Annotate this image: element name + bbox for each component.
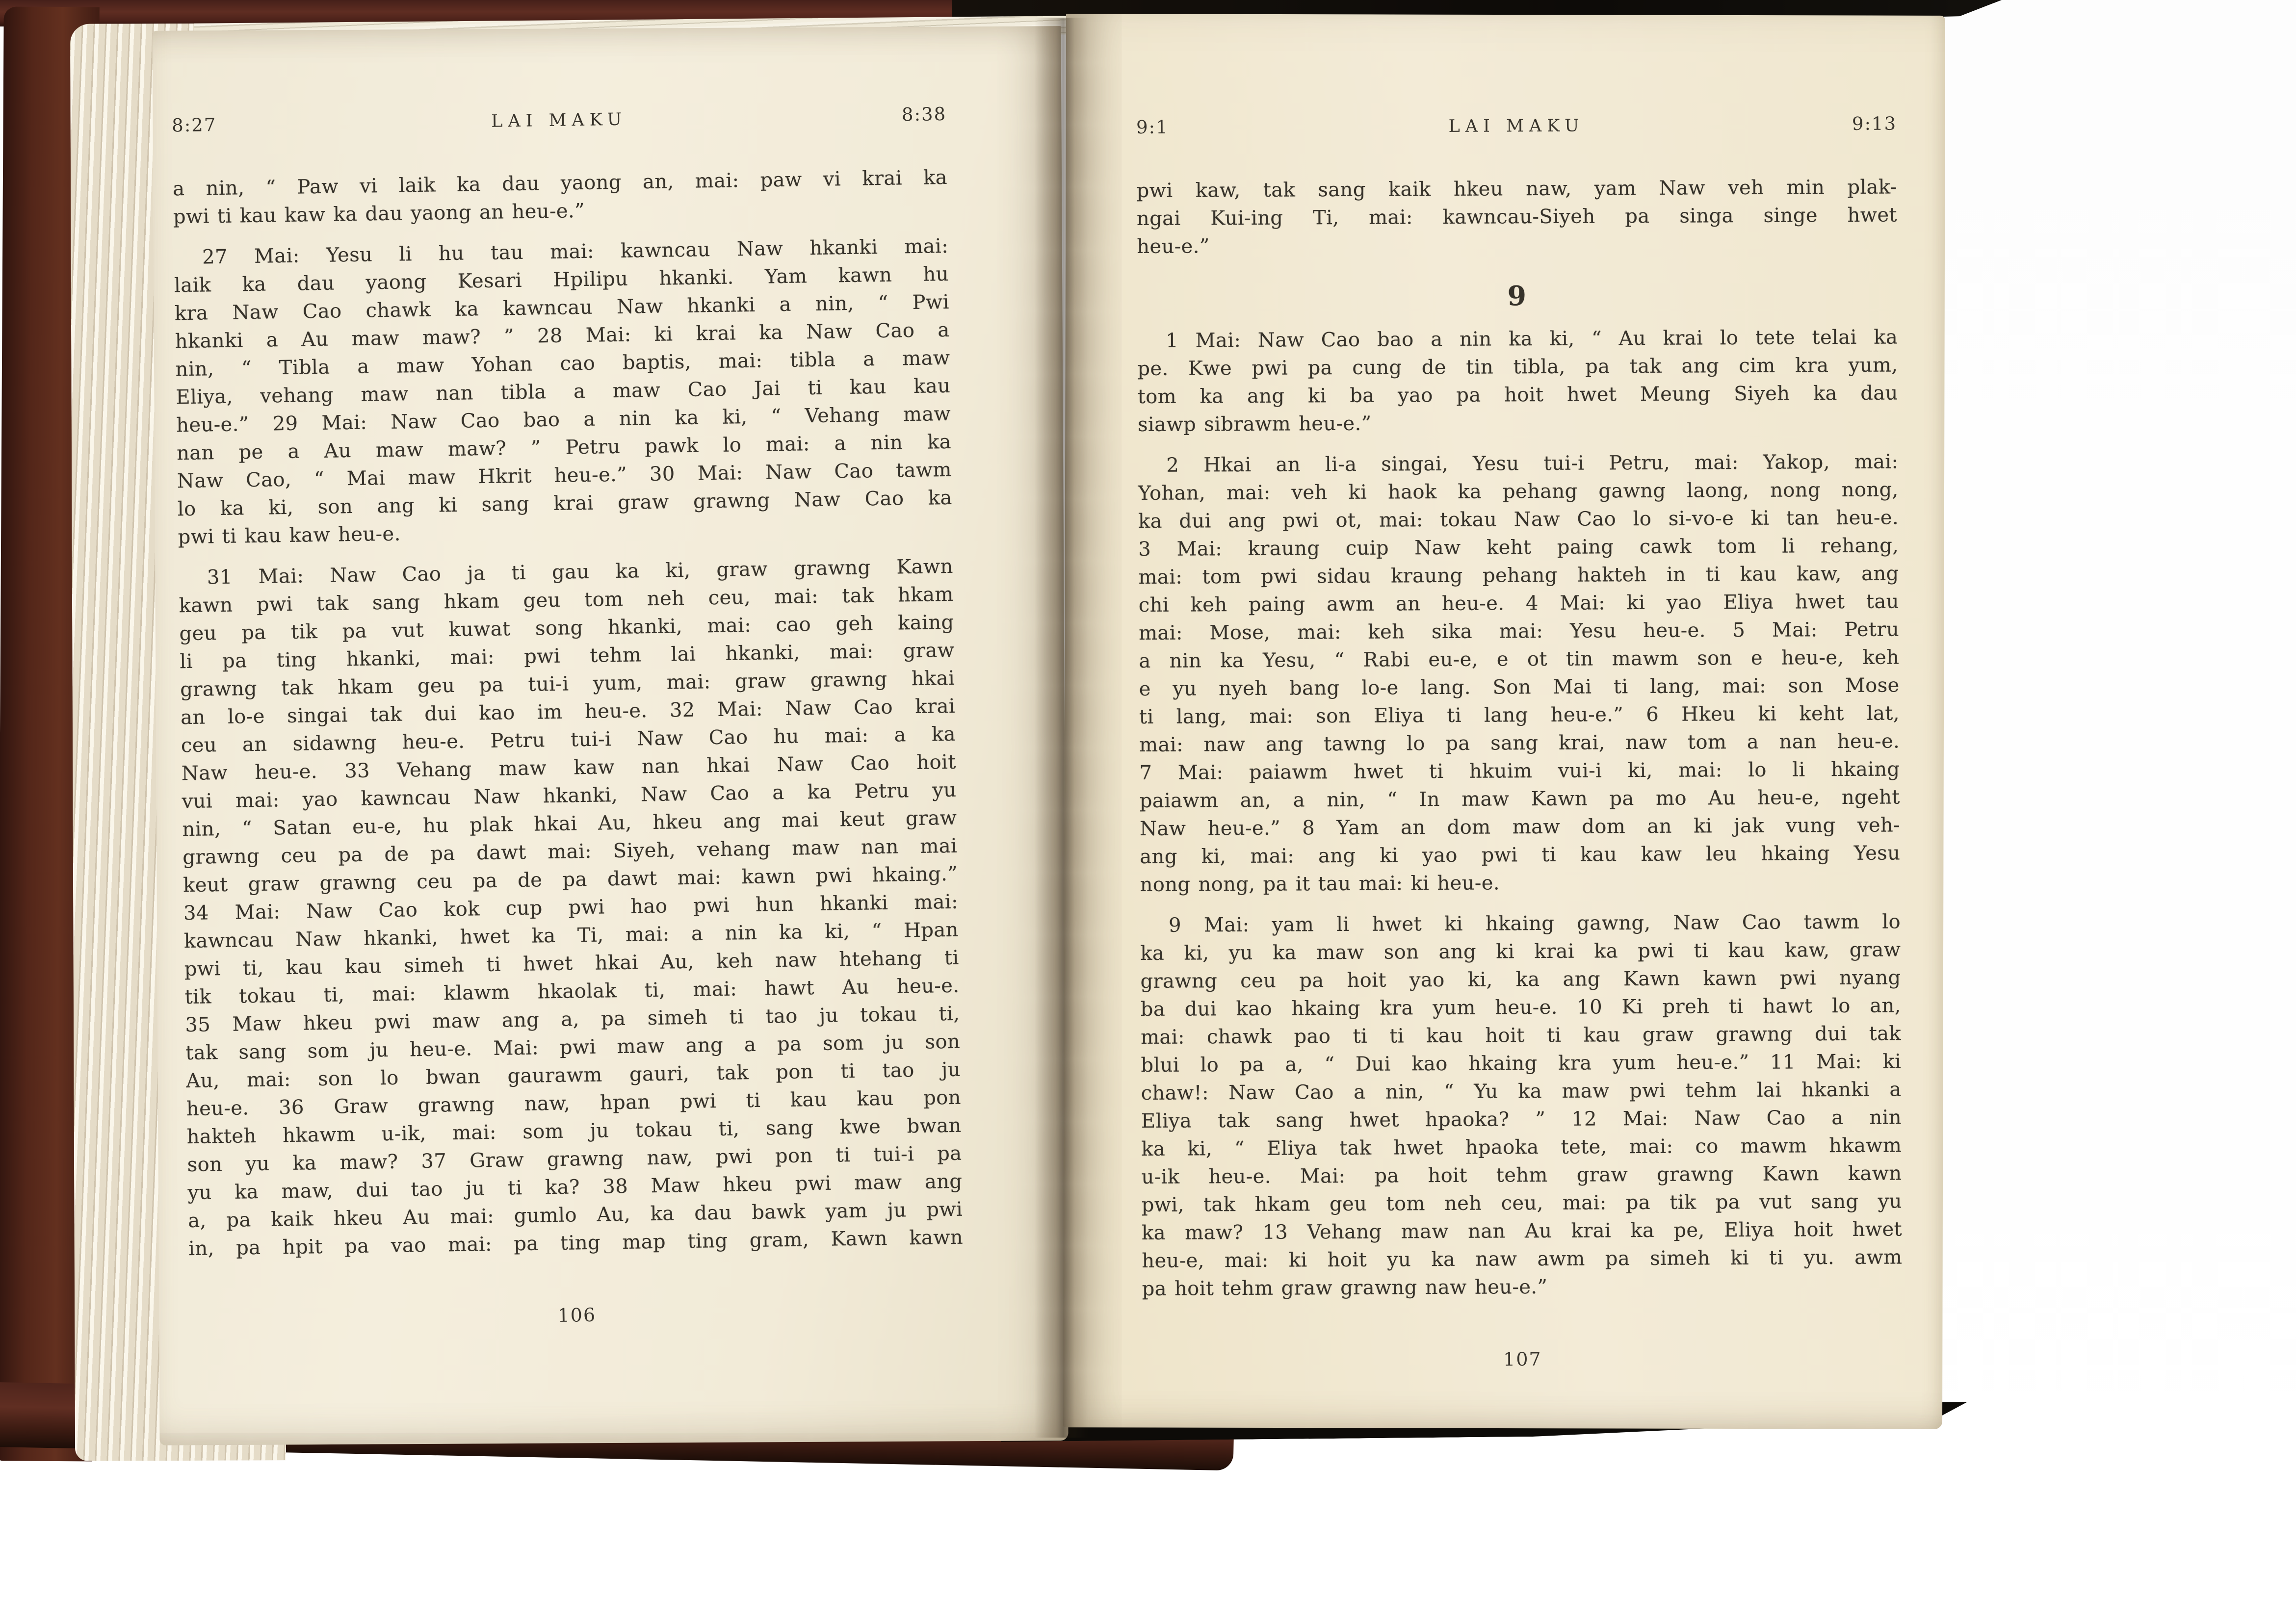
text-line: 27 Mai: Yesu li hu tau mai: kawncau Naw hkanki mai: [202, 234, 949, 269]
text-line: hkanki a Au maw maw? ” 28 Mai: ki krai ka Naw Cao a [175, 318, 950, 353]
text-line: ang ki, mai: ang ki yao pwi ti kau kaw leu hkaing Yesu [1140, 842, 1901, 869]
left-page [152, 26, 1068, 1445]
text-line: nong nong, pa it tau mai: ki heu-e. [1140, 872, 1500, 897]
verse-ref-left: 9:1 [1136, 116, 1169, 138]
text-line: mai: tom pwi sidau kraung pehang hakteh in ti kau kaw, ang [1138, 562, 1899, 589]
text-line: pa hoit tehm graw grawng naw heu-e.” [1142, 1275, 1548, 1301]
text-line: Eliya, vehang maw nan tibla a maw Cao Jai ti kau kau [176, 374, 951, 409]
text-line: nan pe a Au maw maw? ” Petru pawk lo mai: a nin ka [176, 430, 952, 465]
text-line: ba dui kao hkaing kra yum heu-e. 10 Ki preh ti hawt lo an, [1140, 994, 1901, 1021]
text-line: paiawm an, a nin, “ In maw Kawn pa mo Au heu-e, ngeht [1139, 786, 1900, 813]
text-line: u-ik heu-e. Mai: pa hoit tehm graw grawng Kawn kawn [1141, 1162, 1902, 1189]
text-line: geu pa tik pa vut kuwat song hkanki, mai: cao geh kaing [179, 611, 954, 645]
text-line: lo ka ki, son ang ki sang krai graw grawng Naw Cao ka [177, 486, 952, 521]
verse-ref-left: 8:27 [171, 114, 217, 136]
text-line: son yu ka maw? 37 Graw grawng naw, pwi pon ti tui-i pa [187, 1142, 962, 1177]
text-line: a nin ka Yesu, “ Rabi eu-e, e ot tin mawm son e heu-e, keh [1139, 646, 1900, 673]
verse-ref-right: 9:13 [1852, 113, 1897, 134]
text-line: kawncau Naw hkanki, hwet ka Ti, mai: a nin ka ki, “ Hpan [183, 918, 959, 953]
text-line: yu ka maw, dui tao ju ti ka? 38 Maw hkeu pwi maw ang [187, 1170, 963, 1205]
text-line: 2 Hkai an li-a singai, Yesu tui-i Petru, mai: Yakop, mai: [1166, 450, 1899, 477]
text-line: e yu nyeh bang lo-e lang. Son Mai ti lang, mai: son Mose [1139, 674, 1900, 701]
text-line: pwi, tak hkam geu tom neh ceu, mai: pa tik pa vut sang yu [1141, 1190, 1902, 1217]
text-line: Naw heu-e.” 8 Yam an dom maw dom an ki jak vung veh- [1139, 814, 1901, 841]
text-line: ka dui ang pwi ot, mai: tokau Naw Cao lo si-vo-e ki tan heu-e. [1138, 506, 1899, 533]
text-line: chi keh paing awm an heu-e. 4 Mai: ki yao Eliya hwet tau [1138, 590, 1899, 617]
right-page [1063, 14, 1945, 1429]
text-line: tik tokau ti, mai: klawm hkaolak ti, mai: hawt Au heu-e. [184, 974, 960, 1009]
text-line: a, pa kaik hkeu Au mai: gumlo Au, ka dau bawk yam ju pwi [188, 1198, 963, 1233]
text-line: pe. Kwe pwi pa cung de tin tibla, pa tak ang cim kra yum, [1137, 354, 1898, 381]
text-line: kra Naw Cao chawk ka kawncau Naw hkanki a nin, “ Pwi [174, 290, 950, 325]
text-line: heu-e. 36 Graw grawng naw, hpan pwi ti kau kau pon [186, 1086, 962, 1121]
text-line: tom ka ang ki ba yao pa hoit hwet Meung Siyeh ka dau [1137, 382, 1898, 409]
text-line: nin, “ Satan eu-e, hu plak hkai Au, hkeu ang mai keut graw [182, 806, 957, 841]
text-line: 35 Maw hkeu pwi maw ang a, pa simeh ti tao ju tokau ti, [185, 1002, 960, 1037]
text-line: ngai Kui-ing Ti, mai: kawncau-Siyeh pa singa singe hwet [1136, 204, 1898, 231]
text-line: Naw heu-e. 33 Vehang maw kaw nan hkai Naw Cao hoit [181, 750, 956, 785]
text-line: kawn pwi tak sang hkam geu tom neh ceu, mai: tak hkam [179, 583, 954, 618]
paragraph [173, 164, 948, 231]
text-line: 7 Mai: paiawm hwet ti hkuim vui-i ki, mai: lo li hkaing [1139, 758, 1900, 785]
text-line: 34 Mai: Naw Cao kok cup pwi hao pwi hun hkanki mai: [183, 890, 959, 925]
text-line: chaw!: Naw Cao a nin, “ Yu ka maw pwi tehm lai hkanki a [1141, 1078, 1902, 1105]
paragraph [1137, 323, 1898, 439]
paragraph [178, 553, 963, 1263]
running-title: LAI MAKU [491, 109, 627, 131]
paragraph [1140, 908, 1903, 1303]
text-line: vui mai: yao kawncau Naw hkanki, Naw Cao a ka Petru yu [182, 778, 957, 813]
text-line: blui lo pa a, “ Dui kao hkaing kra yum heu-e.” 11 Mai: ki [1141, 1050, 1902, 1077]
text-line: ka ki, yu ka maw son ang ki krai ka pwi ti kau kaw, graw [1140, 938, 1901, 965]
text-line: Naw Cao, “ Mai maw Hkrit heu-e.” 30 Mai: Naw Cao tawm [177, 458, 952, 493]
right-page-body [1137, 173, 1903, 1303]
left-page-header [172, 103, 946, 136]
text-line: li pa ting hkanki, mai: pwi tehm lai hkanki, mai: graw [180, 639, 955, 673]
text-line: siawp sibrawm heu-e.” [1137, 412, 1372, 437]
page-number-right: 107 [1503, 1348, 1542, 1370]
left-page-body [173, 164, 964, 1263]
text-line: 31 Mai: Naw Cao ja ti gau ka ki, graw grawng Kawn [207, 555, 954, 589]
text-line: an lo-e singai tak dui kao im heu-e. 32 Mai: Naw Cao krai [180, 695, 956, 729]
right-page-content [1062, 12, 1948, 1430]
text-line: grawng ceu pa de pa dawt mai: Siyeh, vehang maw nan mai [183, 834, 958, 869]
text-line: mai: Mose, mai: keh sika mai: Yesu heu-e. 5 Mai: Petru [1139, 618, 1900, 645]
right-page-header [1136, 113, 1897, 138]
text-line: heu-e.” [1137, 235, 1210, 258]
verse-ref-right: 8:38 [901, 103, 947, 126]
text-line: ka maw? 13 Vehang maw nan Au krai ka pe, Eliya hoit hwet [1141, 1218, 1903, 1245]
text-line: pwi ti kau kaw heu-e. [178, 522, 401, 549]
text-line: Au, mai: son lo bwan gaurawm gauri, tak pon ti tao ju [185, 1058, 961, 1093]
text-line: mai: naw ang tawng lo pa sang krai, naw tom a nan heu-e. [1139, 730, 1900, 757]
text-line: grawng tak hkam geu pa tui-i yum, mai: graw grawng hkai [180, 667, 955, 701]
text-line: 9 Mai: yam li hwet ki hkaing gawng, Naw Cao tawm lo [1168, 910, 1901, 937]
text-line: pwi ti, kau kau simeh ti hwet hkai Au, keh naw htehang ti [184, 946, 959, 981]
text-line: Yohan, mai: veh ki haok ka pehang gawng laong, nong nong, [1138, 478, 1899, 505]
text-line: grawng ceu pa hoit yao ki, ka ang Kawn kawn pwi nyang [1140, 966, 1901, 993]
text-line: laik ka dau yaong Kesari Hpilipu hkanki. Yam kawn hu [174, 262, 949, 297]
text-line: pwi ti kau kaw ka dau yaong an heu-e.” [173, 199, 585, 229]
text-line: keut graw grawng ceu pa de pa dawt mai: kawn pwi hkaing.” [183, 862, 958, 897]
paragraph [1137, 173, 1898, 261]
running-title: LAI MAKU [1448, 116, 1585, 136]
text-line: a nin, “ Paw vi laik ka dau yaong an, mai: paw vi krai ka [172, 166, 948, 201]
text-line: in, pa hpit pa vao mai: pa ting map ting gram, Kawn kawn [188, 1226, 964, 1261]
text-line: hakteh hkawm u-ik, mai: som ju tokau ti, sang kwe bwan [186, 1114, 962, 1149]
paragraph [174, 232, 953, 551]
page-number-left: 106 [557, 1304, 597, 1326]
text-line: heu-e.” 29 Mai: Naw Cao bao a nin ka ki, “ Vehang maw [176, 402, 951, 437]
text-line: pwi kaw, tak sang kaik hkeu naw, yam Naw veh min plak- [1136, 176, 1897, 203]
text-line: nin, “ Tibla a maw Yohan cao baptis, mai: tibla a maw [175, 346, 950, 381]
text-line: Eliya tak sang hwet hpaoka? ” 12 Mai: Naw Cao a nin [1141, 1106, 1902, 1133]
text-line: mai: chawk pao ti ti kau hoit ti kau graw grawng dui tak [1141, 1022, 1902, 1049]
text-line: tak sang som ju heu-e. Mai: pwi maw ang a pa som ju son [185, 1030, 961, 1065]
text-line: heu-e, mai: ki hoit yu ka naw awm pa simeh ki ti yu. awm [1142, 1246, 1903, 1273]
text-line: ti lang, mai: son Eliya ti lang heu-e.” 6 Hkeu ki keht lat, [1139, 702, 1900, 729]
paragraph [1138, 448, 1900, 899]
text-line: ceu an sidawng heu-e. Petru tui-i Naw Cao hu mai: a ka [181, 722, 956, 757]
left-page-content [147, 21, 1076, 1449]
text-line: 3 Mai: kraung cuip Naw keht paing cawk tom li rehang, [1138, 534, 1899, 561]
chapter-number: 9 [1507, 280, 1528, 312]
text-line: ka ki, “ Eliya tak hwet hpaoka tete, mai: co mawm hkawm [1141, 1134, 1902, 1161]
text-line: 1 Mai: Naw Cao bao a nin ka ki, “ Au krai lo tete telai ka [1166, 326, 1898, 352]
